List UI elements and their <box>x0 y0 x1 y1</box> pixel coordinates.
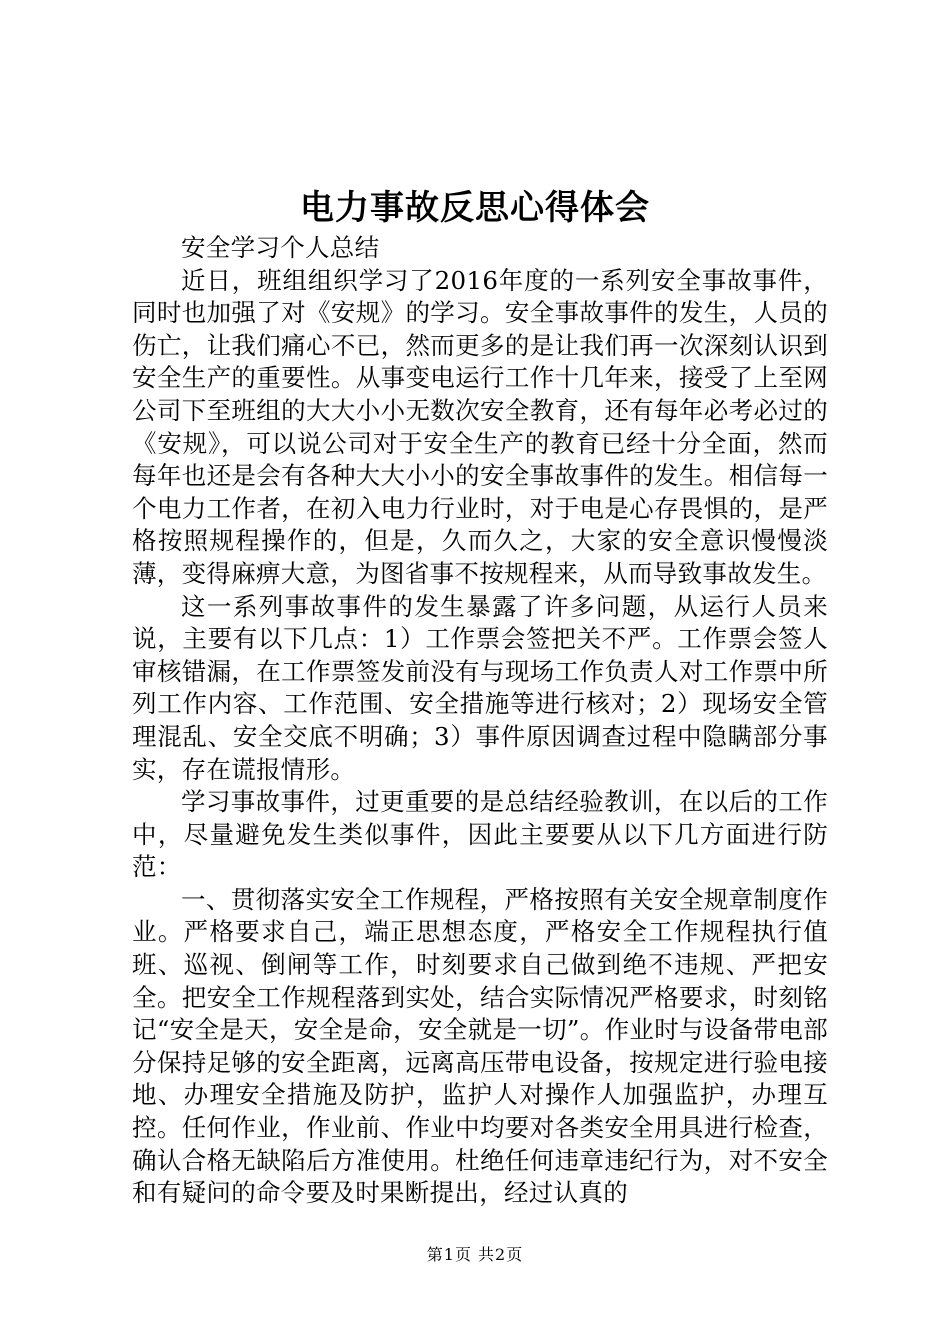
paragraph-problems: 这一系列事故事件的发生暴露了许多问题，从运行人员来说，主要有以下几点：1）工作票会签把关不严。工作票会签人审核错漏，在工作票签发前没有与现场工作负责人对工作票中所列工作内容、工作范围、安全措施等进行核对；2）现场安全管理混乱、安全交底不明确；3）事件原因调查过程中隐瞒部分事实，存在谎报情形。 <box>132 591 828 784</box>
paragraph-lessons: 学习事故事件，过更重要的是总结经验教训，在以后的工作中，尽量避免发生类似事件，因此主要要从以下几方面进行防范： <box>132 787 828 882</box>
document-body <box>132 232 828 1210</box>
page-footer: 第1页 共2页 <box>426 1245 524 1264</box>
paragraph-subtitle: 安全学习个人总结 <box>181 233 380 262</box>
document-title: 电力事故反思心得体会 <box>300 188 650 228</box>
paragraph-measure-one: 一、贯彻落实安全工作规程，严格按照有关安全规章制度作业。严格要求自己，端正思想态度，严格安全工作规程执行值班、巡视、倒闸等工作，时刻要求自己做到绝不违规、严把安全。把安全工作规程落到实处，结合实际情况严格要求，时刻铭记“安全是天，安全是命，安全就是一切”。作业时与设备带电部分保持足够的安全距离，远离高压带电设备，按规定进行验电接地、办理安全措施及防护，监护人对操作人加强监护，办理互控。任何作业，作业前、作业中均要对各类安全用具进行检查，确认合格无缺陷后方准使用。杜绝任何违章违纪行为，对不安全和有疑问的命令要及时果断提出，经过认真的 <box>132 884 828 1208</box>
paragraph-intro: 近日，班组组织学习了2016年度的一系列安全事故事件，同时也加强了对《安规》的学习。安全事故事件的发生，人员的伤亡，让我们痛心不已，然而更多的是让我们再一次深刻认识到安全生产的重要性。从事变电运行工作十几年来，接受了上至网公司下至班组的大大小小无数次安全教育，还有每年必考必过的《安规》，可以说公司对于安全生产的教育已经十分全面，然而每年也还是会有各种大大小小的安全事故事件的发生。相信每一个电力工作者，在初入电力行业时，对于电是心存畏惧的，是严格按照规程操作的，但是，久而久之，大家的安全意识慢慢淡薄，变得麻痹大意，为图省事不按规程来，从而导致事故发生。 <box>132 265 828 588</box>
